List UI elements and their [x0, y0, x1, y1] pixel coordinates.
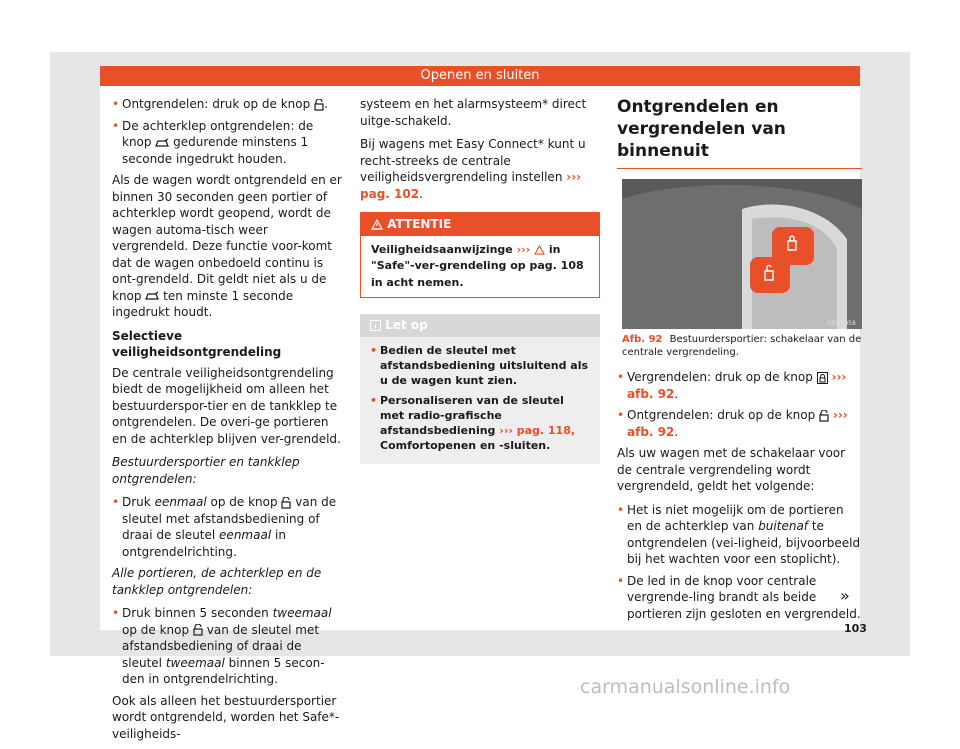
unlock-icon [193, 624, 203, 636]
lock-icon [817, 372, 828, 384]
warning-icon [371, 219, 383, 230]
paragraph-selective: De centrale veiligheidsontgrendeling biedt de mogelijkheid om alleen het bestuurderspor-tier en de tankklep te ontgrendelen. De overi-ge portieren en de achterklep blijven ver-grendeld. [112, 365, 341, 446]
link-pag-118[interactable]: ››› pag. 118, [499, 423, 576, 437]
column-left [112, 96, 342, 749]
car-tailgate-icon [155, 138, 169, 148]
section-title: Ontgrendelen en vergrendelen van binnenuit [617, 96, 862, 169]
bullet-unlock-inside: • Ontgrendelen: druk op de knop ››› afb. 92. [617, 407, 862, 440]
page-number: 103 [844, 622, 867, 635]
link-afb-92-unlock[interactable]: ››› afb. 92 [627, 408, 848, 439]
paragraph-safe: Ook als alleen het bestuurdersportier wordt ontgrendeld, worden het Safe*-veiligheids- [112, 693, 340, 741]
warning-icon [534, 245, 545, 255]
bullet-tailgate: • De achterklep ontgrendelen: de knop gedurende minstens 1 seconde ingedrukt houden. [112, 118, 342, 168]
bullet-led: • De led in de knop voor centrale vergrende-ling brandt als beide portieren zijn gesloten en vergrendeld. [617, 573, 862, 623]
warning-box [360, 212, 600, 298]
link-safe[interactable]: ››› [516, 242, 531, 256]
paragraph-autolock: Als de wagen wordt ontgrendeld en er binnen 30 seconden geen portier of achterklep wordt geopend, wordt de wagen automa-tisch weer vergrendeld. Deze functie voor-komt dat de wagen onbedoeld continu is ont-grendeld. Dit geldt niet als u de knop ten minste 1 seconde ingedrukt houdt. [112, 173, 342, 319]
figure-caption: Afb. 92 Bestuurdersportier: schakelaar van de centrale vergrendeling. [622, 334, 862, 358]
watermark: carmanualsonline.info [580, 676, 791, 698]
paragraph-central-lock: Als uw wagen met de schakelaar voor de centrale vergrendeling wordt vergrendeld, geldt het volgende: [617, 446, 846, 493]
subheading-all-doors: Alle portieren, de achterklep en de tankklep ontgrendelen: [112, 566, 322, 597]
bullet-outside: • Het is niet mogelijk om de portieren en de achterklep van buitenaf te ontgrendelen (vei-ligheid, bijvoorbeeld bij het wachten voor een stoplicht). [617, 502, 862, 568]
door-switch-illustration [622, 179, 862, 329]
warning-header: ATTENTIE [361, 213, 599, 236]
heading-selective: Selectieve veiligheidsontgrendeling [112, 328, 282, 359]
column-middle [360, 96, 600, 464]
link-pag-102[interactable]: ››› pag. 102 [360, 170, 582, 201]
unlock-icon [314, 99, 324, 111]
note-header: Let op [360, 314, 600, 337]
note-bullet-2: • Personaliseren van de sleutel met radio-grafische afstandsbediening ››› pag. 118, Comfortopenen en -sluiten. [370, 393, 590, 453]
bullet-unlock: • Ontgrendelen: druk op de knop . [112, 96, 342, 113]
car-tailgate-icon [145, 291, 159, 301]
continued-marker: » [840, 586, 850, 605]
subheading-driver-door: Bestuurdersportier en tankklep ontgrendelen: [112, 455, 300, 486]
info-icon [370, 320, 381, 331]
paragraph-alarm: systeem en het alarmsysteem* direct uitge-schakeld. [360, 97, 587, 128]
figure-door-switch [622, 179, 862, 329]
paragraph-easy-connect: Bij wagens met Easy Connect* kunt u recht-streeks de centrale veiligheidsvergrendeling instellen ››› pag. 102. [360, 137, 586, 201]
note-bullet-1: • Bedien de sleutel met afstandsbediening uitsluitend als u de wagen kunt zien. [370, 343, 590, 388]
page-header: Openen en sluiten [100, 66, 860, 86]
note-body [360, 337, 600, 464]
unlock-icon [281, 497, 291, 509]
column-right [617, 96, 862, 627]
note-box [360, 314, 600, 464]
figure-code: B5F-0958 [827, 320, 856, 327]
warning-body: Veiligheidsaanwijzinge ››› in "Safe"-ver-grendeling op pag. 108 in acht nemen. [371, 242, 584, 289]
link-afb-92-lock[interactable]: ››› afb. 92 [627, 370, 847, 401]
bullet-lock: • Vergrendelen: druk op de knop ››› afb. 92. [617, 369, 862, 402]
bullet-press-twice: • Druk binnen 5 seconden tweemaal op de knop van de sleutel met afstandsbediening of draai de sleutel tweemaal binnen 5 secon-den in ontgrendelrichting. [112, 605, 342, 688]
unlock-icon [819, 410, 829, 422]
bullet-press-once: • Druk eenmaal op de knop van de sleutel met afstandsbediening of draai de sleutel eenmaal in ontgrendelrichting. [112, 494, 342, 560]
